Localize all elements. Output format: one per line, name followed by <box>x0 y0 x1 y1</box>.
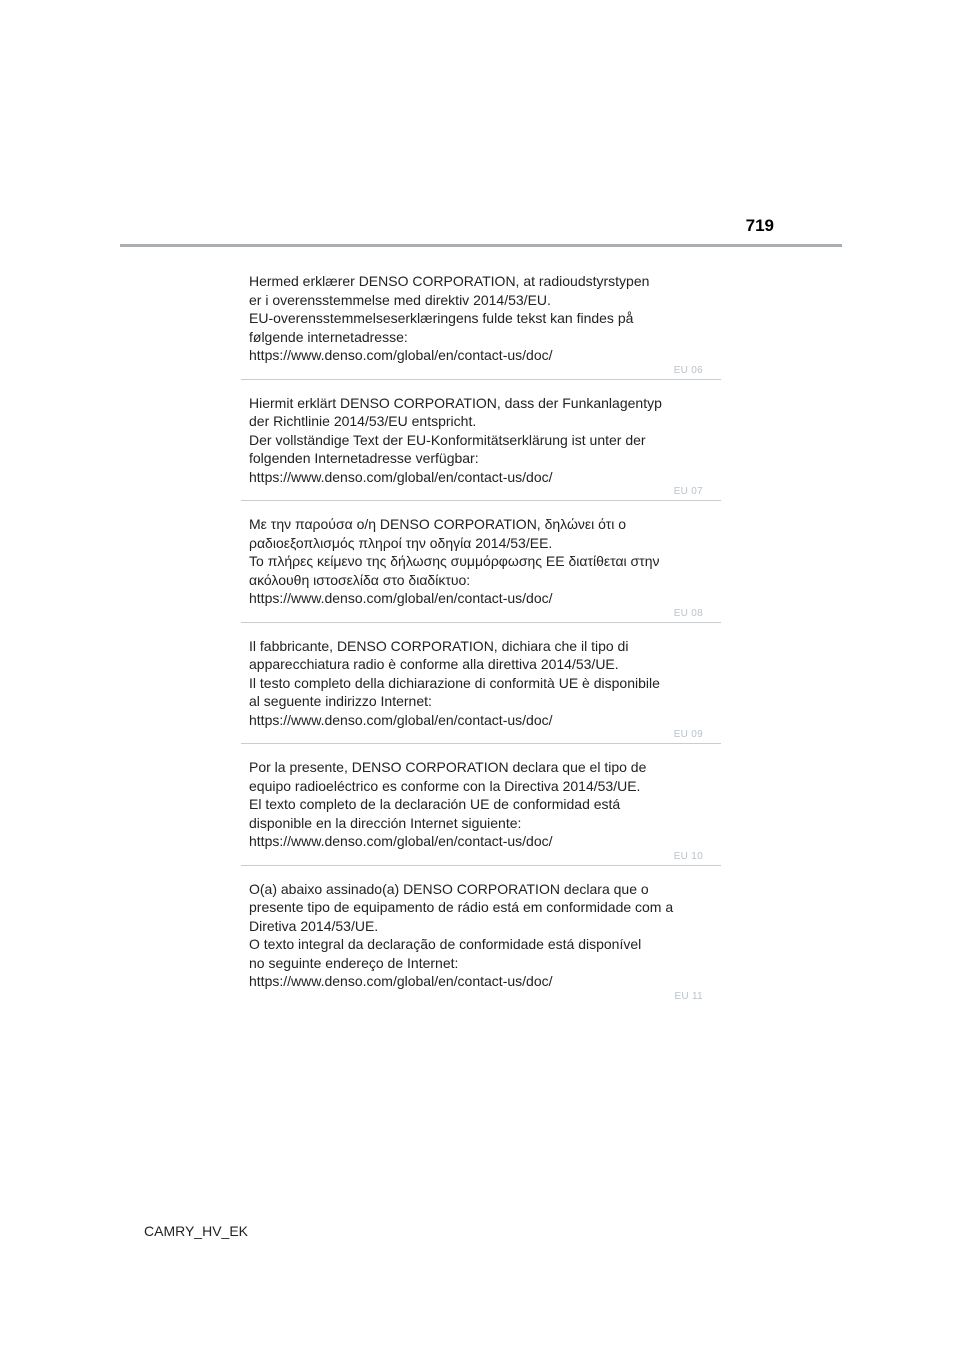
declaration-code: EU 11 <box>674 990 703 1002</box>
declaration-code: EU 10 <box>673 850 703 862</box>
declaration-danish <box>249 272 723 377</box>
divider <box>241 622 721 623</box>
divider <box>241 500 721 501</box>
header-rule <box>120 244 842 247</box>
document-code: CAMRY_HV_EK <box>144 1223 249 1239</box>
declaration-code: EU 09 <box>673 729 703 740</box>
declaration-portuguese <box>249 880 723 1003</box>
declarations-list <box>249 272 723 1003</box>
declaration-text: O(a) abaixo assinado(a) DENSO CORPORATION declara que o presente tipo de equipamento de rádio está em conformidade com a Diretiva 2014/53/UE. O texto integral da declaração de conformidade está disponível no seguinte endereço de Internet: https://www.denso.com/global/en/contact-us/doc/ <box>249 880 674 989</box>
divider <box>241 743 721 744</box>
declaration-italian <box>249 637 723 742</box>
declaration-spanish <box>249 758 723 863</box>
declaration-code: EU 06 <box>673 364 703 376</box>
divider <box>241 379 721 380</box>
declaration-text: Hiermit erklärt DENSO CORPORATION, dass der Funkanlagentyp der Richtlinie 2014/53/EU entspricht. Der vollständige Text der EU-Konformitätserklärung ist unter der folgenden Internetadresse verfügbar: https://www.denso.com/global/en/contact-us/doc/ <box>249 394 662 485</box>
divider <box>241 865 721 866</box>
declaration-code: EU 07 <box>673 486 703 497</box>
declaration-text: Por la presente, DENSO CORPORATION declara que el tipo de equipo radioeléctrico es conforme con la Directiva 2014/53/UE. El texto completo de la declaración UE de conformidad está disponible en la dirección Internet siguiente: https://www.denso.com/global/en/contact-us/doc/ <box>249 759 647 849</box>
declaration-text: Il fabbricante, DENSO CORPORATION, dichiara che il tipo di apparecchiatura radio è conforme alla direttiva 2014/53/UE. Il testo completo della dichiarazione di conformità UE è disponibile al seguente indirizzo Internet: https://www.denso.com/global/en/contact-us/doc/ <box>249 637 660 728</box>
declaration-text: Με την παρούσα ο/η DENSO CORPORATION, δηλώνει ότι ο ραδιοεξοπλισμός πληροί την οδηγία 2014/53/ΕΕ. Το πλήρες κείμενο της δήλωσης συμμόρφωσης ΕΕ διατίθεται στην ακόλουθη ιστοσελίδα στο διαδίκτυο: https://www.denso.com/global/en/contact-us/doc/ <box>249 516 660 606</box>
declaration-greek <box>249 515 723 620</box>
declaration-code: EU 08 <box>673 607 703 619</box>
declaration-german <box>249 394 723 499</box>
declaration-text: Hermed erklærer DENSO CORPORATION, at radioudstyrstypen er i overensstemmelse med direktiv 2014/53/EU. EU-overensstemmelseserklæringens fulde tekst kan findes på følgende internetadresse: https://www.denso.com/global/en/contact-us/doc/ <box>249 273 650 363</box>
page-number: 719 <box>745 216 774 235</box>
